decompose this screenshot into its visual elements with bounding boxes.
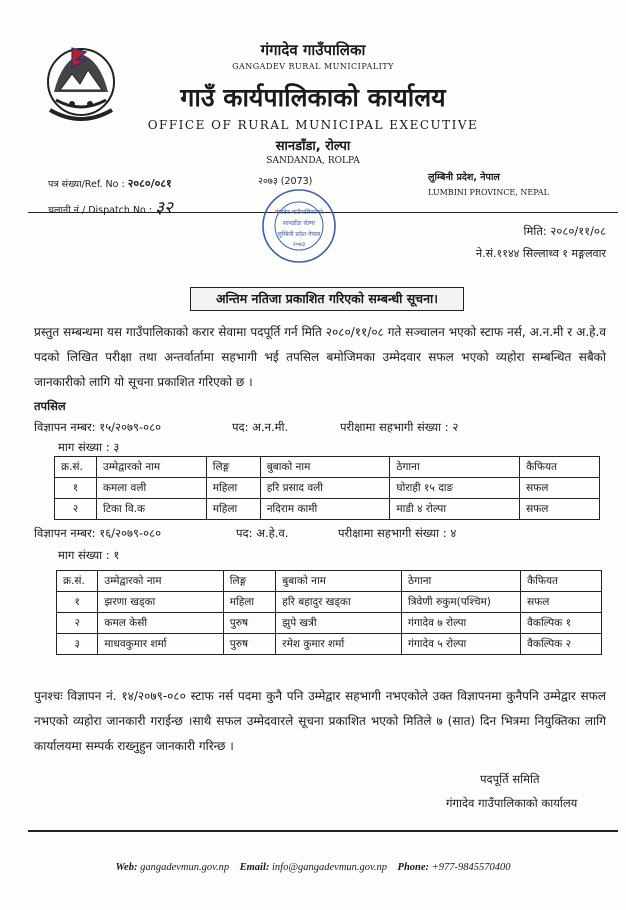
table-row — [57, 634, 602, 655]
table-header-row — [55, 457, 600, 478]
table-cell: १ — [55, 478, 97, 499]
table-row — [57, 613, 602, 634]
ad-number-2: विज्ञापन नम्बर: १६/२०७९-०८० — [34, 526, 162, 540]
table-cell: सफल — [521, 592, 602, 613]
post-1: पद: अ.न.मी. — [232, 420, 289, 434]
date: मिति: २०८०/११/०८ — [523, 224, 606, 238]
table-header-cell: बुबाको नाम — [276, 571, 402, 592]
table-header-cell: कैफियत — [520, 457, 600, 478]
ref-label: पत्र संख्या/Ref. No : — [48, 179, 125, 190]
stamp-line-3: लुम्बिनी प्रदेश नेपाल — [277, 231, 321, 238]
table-cell: वैकल्पिक २ — [521, 634, 602, 655]
table-cell: महिला — [206, 499, 260, 520]
table-header-cell: उम्मेद्वारको नाम — [98, 571, 223, 592]
table-cell: ३ — [57, 634, 98, 655]
demand-2: माग संख्या : १ — [58, 548, 120, 562]
tapsil-label: तपसिल — [34, 399, 66, 413]
signature-committee: पदपूर्ति समिति — [480, 772, 540, 786]
table-header-cell: क्र.सं. — [55, 457, 97, 478]
table-cell: २ — [57, 613, 98, 634]
table-cell: कमला वली — [96, 478, 206, 499]
email-label: Email: — [239, 862, 270, 873]
body-paragraph: प्रस्तुत सम्बन्धमा यस गाउँपालिकाको करार सेवामा पदपूर्ति गर्न मिति २०८०/११/०८ गते सञ्चालन भएको स्टाफ नर्स, अ.न.मी र अ.हे.व पदको लिखित परीक्षा तथा अन्तर्वार्तामा सहभागी भई तपसिल बमोजिमका उम्मेदवार सफल भएको व्यहोरा सम्बन्धित सबैको जानकारीको लागि यो सूचना प्रकाशित गरिएको छ । — [34, 325, 606, 389]
footer-contact — [0, 862, 626, 873]
web-link[interactable]: gangadevmun.gov.np — [140, 862, 230, 873]
table-cell: सफल — [520, 478, 600, 499]
phone-label: Phone: — [397, 862, 430, 873]
dispatch-label: चलानी नं / Dispatch No : — [48, 205, 153, 216]
table-cell: माधवकुमार शर्मा — [98, 634, 223, 655]
table-cell: पुरुष — [223, 613, 276, 634]
table-cell: हरि बहादुर खड्का — [276, 592, 402, 613]
table-cell: कमल केसी — [98, 613, 223, 634]
signature-office: गंगादेव गाउँपालिकाको कार्यालय — [446, 796, 578, 810]
place-np: सानडाँडा, रोल्पा — [275, 139, 351, 154]
table-cell: महिला — [206, 478, 260, 499]
office-name-en: OFFICE OF RURAL MUNICIPAL EXECUTIVE — [147, 118, 479, 132]
table-cell: पुरुष — [223, 634, 276, 655]
stamp-line-2: सानडाँडा रोल्पा — [283, 220, 315, 227]
table-cell: १ — [57, 592, 98, 613]
table-header-cell: लिङ्ग — [206, 457, 260, 478]
notice-title: अन्तिम नतिजा प्रकाशित गरिएको सम्बन्धी सूचना। — [190, 287, 464, 311]
table-header-cell: ठेगाना — [401, 571, 520, 592]
table-cell: रमेश कुमार शर्मा — [276, 634, 402, 655]
table-cell: २ — [55, 499, 97, 520]
result-table-2 — [56, 570, 602, 655]
ad-number-1: विज्ञापन नम्बर: १५/२०७९-०८० — [34, 420, 162, 434]
table-cell: गंगादेव ५ रोल्पा — [401, 634, 520, 655]
table-header-cell: क्र.सं. — [57, 571, 98, 592]
result-table-1 — [54, 456, 600, 520]
participants-2: परीक्षामा सहभागी संख्या : ४ — [338, 526, 457, 540]
established-year: २०७३ (2073) — [258, 176, 313, 187]
stamp-line-4: २०७३ — [292, 241, 306, 248]
table-header-row — [57, 571, 602, 592]
municipality-name-np: गंगादेव गाउँपालिका — [260, 41, 366, 59]
email-link[interactable]: info@gangadevmun.gov.np — [272, 862, 388, 873]
footer-divider — [28, 830, 618, 832]
ref-value: २०८०/०८१ — [127, 177, 172, 190]
table-row — [55, 499, 600, 520]
table-cell: सफल — [520, 499, 600, 520]
demand-1: माग संख्या : ३ — [58, 440, 120, 454]
table-header-cell: ठेगाना — [390, 457, 520, 478]
dispatch-value: ३२ — [155, 198, 173, 218]
table-header-cell: लिङ्ग — [223, 571, 276, 592]
dispatch-no — [48, 195, 173, 218]
phone-number: +977-9845570400 — [431, 862, 511, 873]
closing-paragraph: पुनश्चः विज्ञापन नं. १४/२०७९-०८० स्टाफ नर्स पदमा कुनै पनि उम्मेद्वार सहभागी नभएकोले उक्त विज्ञापनमा कुनैपनि उम्मेद्वार सफल नभएको व्यहोरा जानकारी गराईन्छ ।साथै सफल उम्मेदवारले सूचना प्रकाशित भएको मितिले ७ (सात) दिन भित्रमा नियुक्तिका लागि कार्यालयमा सम्पर्क राख्नुहुन जानकारी गरिन्छ । — [34, 689, 606, 753]
province-np: लुम्बिनी प्रदेश, नेपाल — [428, 172, 500, 183]
table-row — [55, 478, 600, 499]
table-cell: हरि प्रसाद वली — [260, 478, 390, 499]
table-cell: गंगादेव ७ रोल्पा — [401, 613, 520, 634]
participants-1: परीक्षामा सहभागी संख्या : २ — [340, 420, 459, 434]
stamp-line-1: गंगादेव गाउँपालिकाको — [275, 209, 323, 216]
table-header-cell: कैफियत — [521, 571, 602, 592]
table-header-cell: उम्मेद्वारको नाम — [96, 457, 206, 478]
table-cell: नदिराम कामी — [260, 499, 390, 520]
post-2: पद: अ.हे.व. — [236, 526, 289, 540]
table-header-cell: बुबाको नाम — [260, 457, 390, 478]
municipality-name-en: GANGADEV RURAL MUNICIPALITY — [232, 62, 394, 71]
table-cell: टिका वि.क — [96, 499, 206, 520]
province-en: LUMBINI PROVINCE, NEPAL — [428, 188, 549, 197]
nepal-sambat-date: ने.सं.११४४ सिल्लाथ्व १ मङ्गलवार — [475, 247, 606, 260]
table-cell: झरणा खड्का — [98, 592, 223, 613]
table-cell: त्रिवेणी रुकुम(पश्चिम) — [401, 592, 520, 613]
place-en: SANDANDA, ROLPA — [266, 156, 360, 166]
table-cell: वैकल्पिक १ — [521, 613, 602, 634]
table-cell: झुपे खत्री — [276, 613, 402, 634]
table-row — [57, 592, 602, 613]
office-name-np: गाउँ कार्यपालिकाको कार्यालय — [180, 83, 446, 112]
web-label: Web: — [115, 862, 138, 873]
table-cell: घोराही १५ दाङ — [390, 478, 520, 499]
table-cell: महिला — [223, 592, 276, 613]
table-cell: माडी ४ रोल्पा — [390, 499, 520, 520]
ref-no — [48, 176, 172, 191]
office-stamp — [258, 186, 340, 266]
